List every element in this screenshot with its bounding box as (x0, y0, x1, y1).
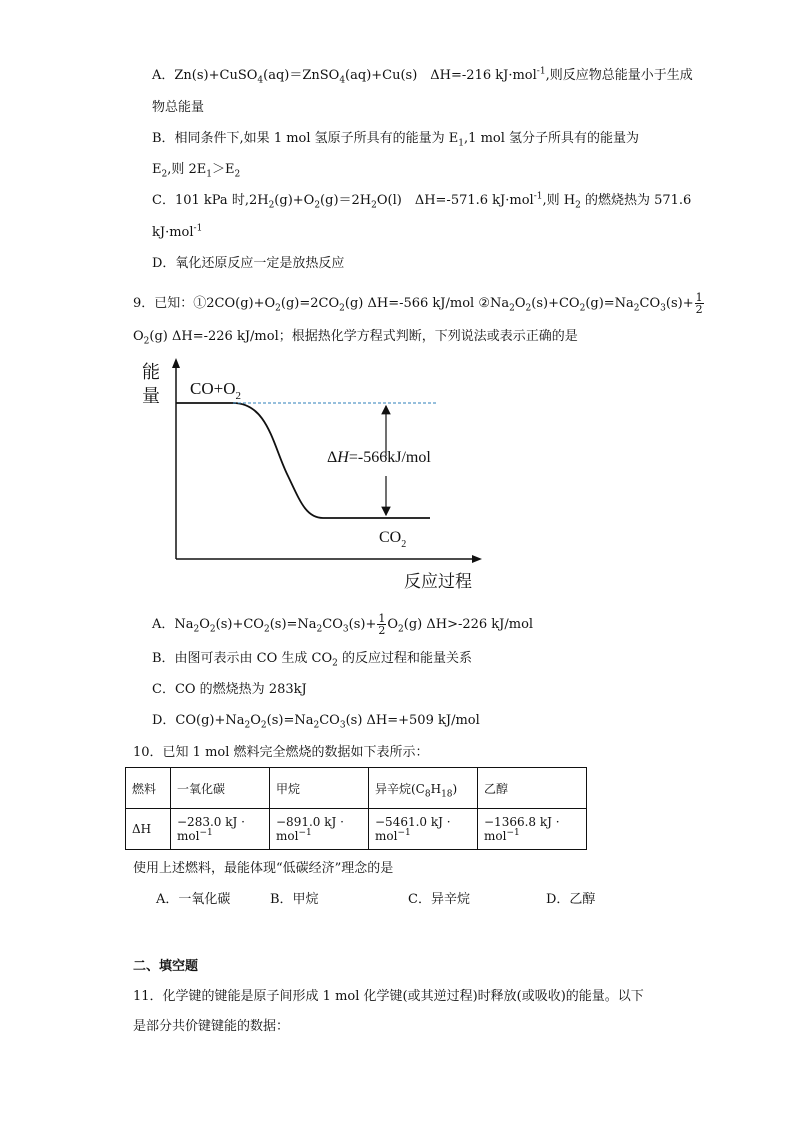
q10-option-b: B．甲烷 (270, 892, 319, 907)
y-axis-arrow (172, 358, 180, 368)
q9-option-c: C．CO 的燃烧热为 283kJ (152, 682, 307, 697)
q8-option-c-line1: C．101 kPa 时$,2H_2(g)+O_2(g)=2H_2O(l)$ ΔH=-571.6 kJ·mol$^{-1}$,则 $H_2$ 的燃烧热为 571.6 (152, 191, 692, 211)
y-axis-label-1: 能 (142, 362, 160, 383)
q8-option-b-line1: B．相同条件下,如果 1 mol 氢原子所具有的能量为 $E_1,1$ mol 氢分子所具有的能量为 (152, 131, 640, 149)
row-header-fuel: 燃料 (126, 768, 171, 809)
q10-option-c: C．异辛烷 (408, 892, 470, 907)
q9-option-d: D．$CO(g)+Na_2O_2(s)=Na_2CO_3(s)$ ΔH=+509 kJ/mol (152, 713, 480, 731)
q8-option-a-line1: A．Zn(s)+CuSO$_4$(aq)＝ZnSO$_4$(aq)+Cu(s) ΔH=-216 kJ·mol$^{-1}$,则反应物总能量小于生成 (152, 66, 693, 86)
row-header-delta-h: ΔH (126, 809, 171, 850)
one-half-fraction: $\frac{1}{2}$ (378, 612, 386, 637)
q8-option-a-line2: 物总能量 (152, 100, 205, 115)
q11-line2: 是部分共价键键能的数据： (133, 1019, 290, 1034)
y-axis-label-2: 量 (142, 386, 160, 407)
fuel-ethanol: 乙醇 (478, 768, 587, 809)
x-axis-label: 反应过程 (404, 572, 472, 592)
product-label: $CO_2$ (379, 529, 407, 550)
delta-h-co: −283.0 kJ · mol$^{-1}$ (171, 809, 270, 850)
q10-option-d: D．乙醇 (546, 892, 596, 907)
table-row (126, 809, 587, 850)
fuel-data-table (125, 767, 587, 850)
energy-diagram (138, 356, 498, 596)
reactant-label: $CO+O_2$ (190, 379, 241, 402)
q9-stem-line2: $O_2(g)$ ΔH=-226 kJ/mol；根据热化学方程式判断，下列说法或表示正确的是 (133, 329, 578, 347)
table-row (126, 768, 587, 809)
q9-option-b: B．由图可表示由 CO 生成 $CO_2$ 的反应过程和能量关系 (152, 651, 473, 669)
q11-line1: 11．化学键的键能是原子间形成 1 mol 化学键(或其逆过程)时释放(或吸收)的能量。以下 (133, 989, 644, 1004)
delta-h-isooctane: −5461.0 kJ · mol$^{-1}$ (369, 809, 478, 850)
q8-option-b-line2: $E_2$,则 $2E_1>E_2$ (152, 162, 241, 180)
fuel-co: 一氧化碳 (171, 768, 270, 809)
q8-option-c-line2: kJ·mol$^{-1}$ (152, 223, 203, 240)
delta-h-ethanol: −1366.8 kJ · mol$^{-1}$ (478, 809, 587, 850)
fuel-isooctane: 异辛烷$(C_8H_{18})$ (369, 768, 478, 809)
q10-stem: 10．已知 1 mol 燃料完全燃烧的数据如下表所示： (133, 745, 429, 760)
q10-option-a: A．一氧化碳 (156, 892, 231, 907)
delta-h-methane: −891.0 kJ · mol$^{-1}$ (270, 809, 369, 850)
delta-h-label: ΔH=-566kJ/mol (327, 449, 431, 466)
section-title: 二、填空题 (133, 959, 199, 974)
q8-option-d: D．氧化还原反应一定是放热反应 (152, 256, 345, 271)
q9-option-a: A．$Na_2O_2(s)+CO_2(s)=Na_2CO_3(s)+$ $\frac{1}{2}$ $O_2(g)$ ΔH>-226 kJ/mol (152, 612, 534, 637)
one-half-fraction: $\frac{1}{2}$ (695, 291, 703, 316)
q9-stem-line1: 9．已知：$①2CO(g)+O_2(g)=2CO_2(g)$ ΔH=-566 kJ/mol $②Na_2O_2(s)+CO_2(g)=Na_2CO_3(s)+$ $\frac{1}{2}$ (133, 291, 703, 316)
q10-question: 使用上述燃料，最能体现“低碳经济”理念的是 (133, 861, 394, 876)
x-axis-arrow (472, 555, 482, 563)
fuel-methane: 甲烷 (270, 768, 369, 809)
